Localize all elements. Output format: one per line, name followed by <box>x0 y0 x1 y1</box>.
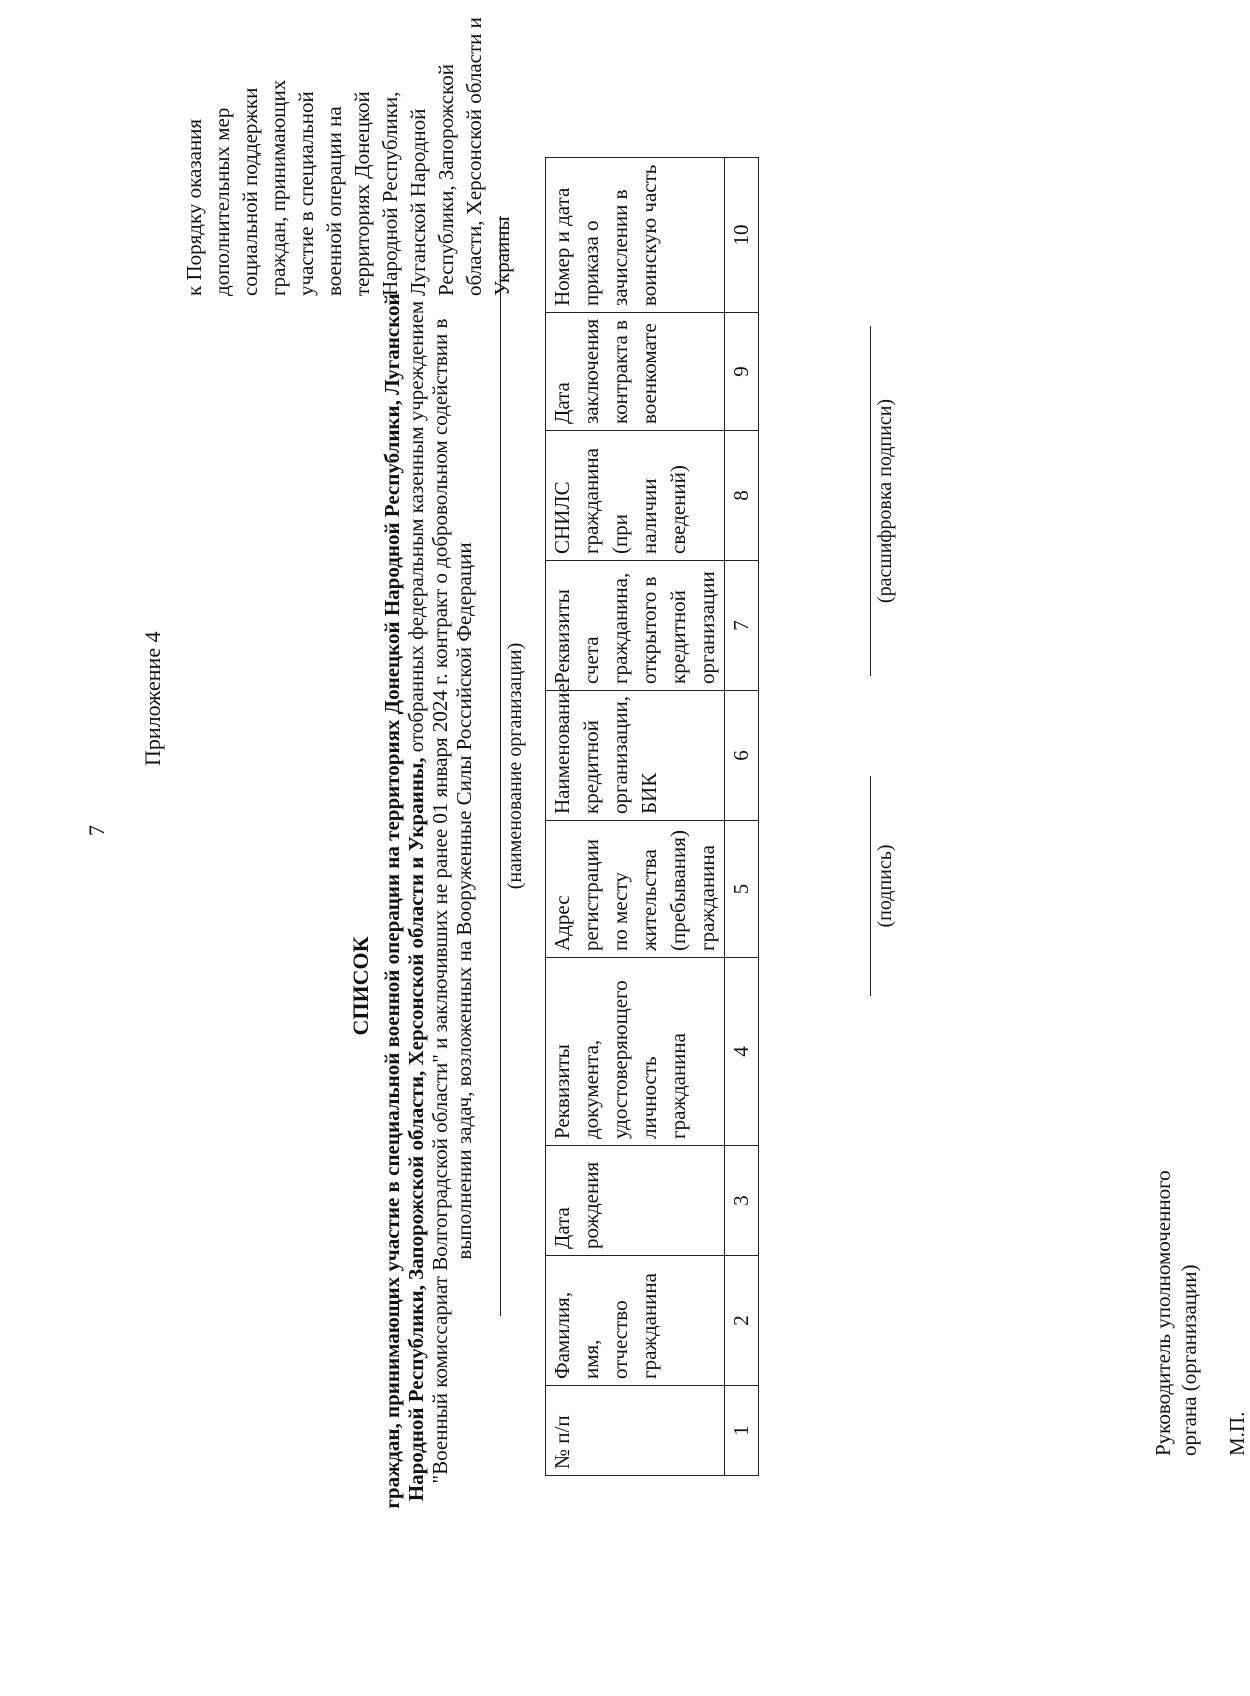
citizens-table <box>545 157 759 1476</box>
column-number: 3 <box>725 1146 759 1256</box>
header-cell: Реквизиты счета гражданина, открытого в кредитной организации <box>546 561 725 691</box>
organization-name-line <box>500 216 501 1316</box>
table-number-row <box>725 158 759 1476</box>
signature-caption: (подпись) <box>874 844 896 928</box>
table-header-row <box>546 158 725 1476</box>
signature-line <box>870 776 871 996</box>
appendix-reference: к Порядку оказания дополнительных мер социальной поддержки граждан, принимающих участие в специальной военной операции на территориях Донецкой Народной Республики, Луганской Народной Республики, Запорожской области, Херсонской области и Украины <box>182 17 514 296</box>
column-number: 9 <box>725 313 759 431</box>
page-number: 7 <box>84 825 109 836</box>
header-cell: № п/п <box>546 1386 725 1476</box>
list-description <box>380 276 476 1526</box>
header-cell: Номер и дата приказа о зачислении в воинскую часть <box>546 158 725 313</box>
signature-decode-caption: (расшифровка подписи) <box>874 398 896 604</box>
column-number: 4 <box>725 958 759 1146</box>
column-number: 5 <box>725 821 759 958</box>
list-description-text: отобранных федеральным казенным учреждением "Военный комиссариат Волгоградской области" и заключивших не ранее 01 января 2024 г. контракт о добровольном содействии в выполнении задач, возложенных на Вооруженные Силы Российской Федерации <box>404 300 476 1484</box>
header-cell: Дата рождения <box>546 1146 725 1256</box>
column-number: 7 <box>725 561 759 691</box>
header-cell: Наименование кредитной организации, БИК <box>546 691 725 821</box>
column-number: 2 <box>725 1256 759 1386</box>
column-number: 8 <box>725 431 759 561</box>
column-number: 10 <box>725 158 759 313</box>
header-cell: Фамилия, имя, отчество гражданина <box>546 1256 725 1386</box>
list-title: СПИСОК <box>348 936 373 1036</box>
header-cell: Дата заключения контракта в военкомате <box>546 313 725 431</box>
column-number: 1 <box>725 1386 759 1476</box>
head-title: Руководитель уполномоченного органа (организации) <box>1151 1170 1201 1456</box>
header-cell: Адрес регистрации по месту жительства (пребывания) гражданина <box>546 821 725 958</box>
header-cell: СНИЛС гражданина (при наличии сведений) <box>546 431 725 561</box>
organization-name-caption: (наименование организации) <box>504 642 526 890</box>
signature-decode-line <box>870 326 871 676</box>
list-description-bold: граждан, принимающих участие в специальной военной операции на территориях Донецкой Народной Республики, Луганской Народной Республики, Запорожской области, Херсонской области и Украины, <box>380 293 428 1509</box>
header-cell: Реквизиты документа, удостоверяющего личность гражданина <box>546 958 725 1146</box>
stamp-mark: М.П. <box>1225 1411 1249 1456</box>
appendix-title: Приложение 4 <box>140 631 165 766</box>
column-number: 6 <box>725 691 759 821</box>
